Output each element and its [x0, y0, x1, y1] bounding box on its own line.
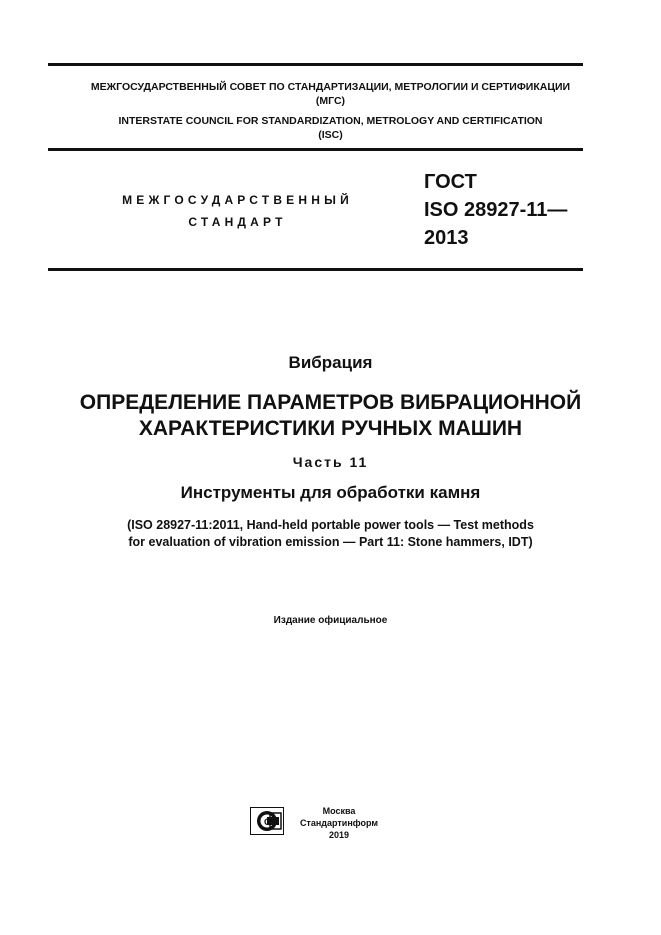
standard-label — [100, 189, 375, 233]
publisher-name: Стандартинформ — [299, 818, 379, 828]
main-title — [0, 390, 661, 442]
council-abbr-ru: (МГС) — [315, 95, 346, 107]
part-title: Инструменты для обработки камня — [180, 483, 481, 502]
iso-reference-line1: (ISO 28927-11:2011, Hand-held portable power tools — Test methods — [127, 518, 534, 532]
gost-line3: 2013 — [424, 227, 469, 249]
council-name-en: INTERSTATE COUNCIL FOR STANDARDIZATION, METROLOGY AND CERTIFICATION — [118, 115, 543, 127]
svg-text:С: С — [264, 817, 271, 827]
topic-title: Вибрация — [288, 353, 373, 372]
main-title-line2: ХАРАКТЕРИСТИКИ РУЧНЫХ МАШИН — [138, 417, 523, 440]
iso-reference-line2: for evaluation of vibration emission — Part 11: Stone hammers, IDT) — [128, 535, 533, 549]
gost-line2: ISO 28927-11— — [424, 199, 568, 221]
publisher-city: Москва — [322, 806, 356, 816]
council-abbr-en: (ISC) — [318, 129, 343, 141]
header-rule — [48, 148, 583, 151]
standartinform-logo-icon — [250, 807, 284, 835]
standard-label-line1: МЕЖГОСУДАРСТВЕННЫЙ — [122, 193, 353, 207]
publisher-year: 2019 — [328, 830, 350, 840]
designation-rule — [48, 268, 583, 271]
council-name-ru: МЕЖГОСУДАРСТВЕННЫЙ СОВЕТ ПО СТАНДАРТИЗАЦИИ, МЕТРОЛОГИИ И СЕРТИФИКАЦИИ — [90, 81, 571, 93]
main-title-line1: ОПРЕДЕЛЕНИЕ ПАРАМЕТРОВ ВИБРАЦИОННОЙ — [79, 391, 582, 414]
edition-label: Издание официальное — [273, 615, 388, 626]
top-rule — [48, 63, 583, 66]
publisher-info — [294, 805, 384, 841]
council-header — [0, 80, 661, 142]
iso-reference — [0, 517, 661, 551]
standard-label-line2: СТАНДАРТ — [188, 215, 287, 229]
gost-designation — [424, 168, 567, 252]
gost-line1: ГОСТ — [424, 171, 477, 193]
part-number: Часть 11 — [292, 454, 369, 470]
